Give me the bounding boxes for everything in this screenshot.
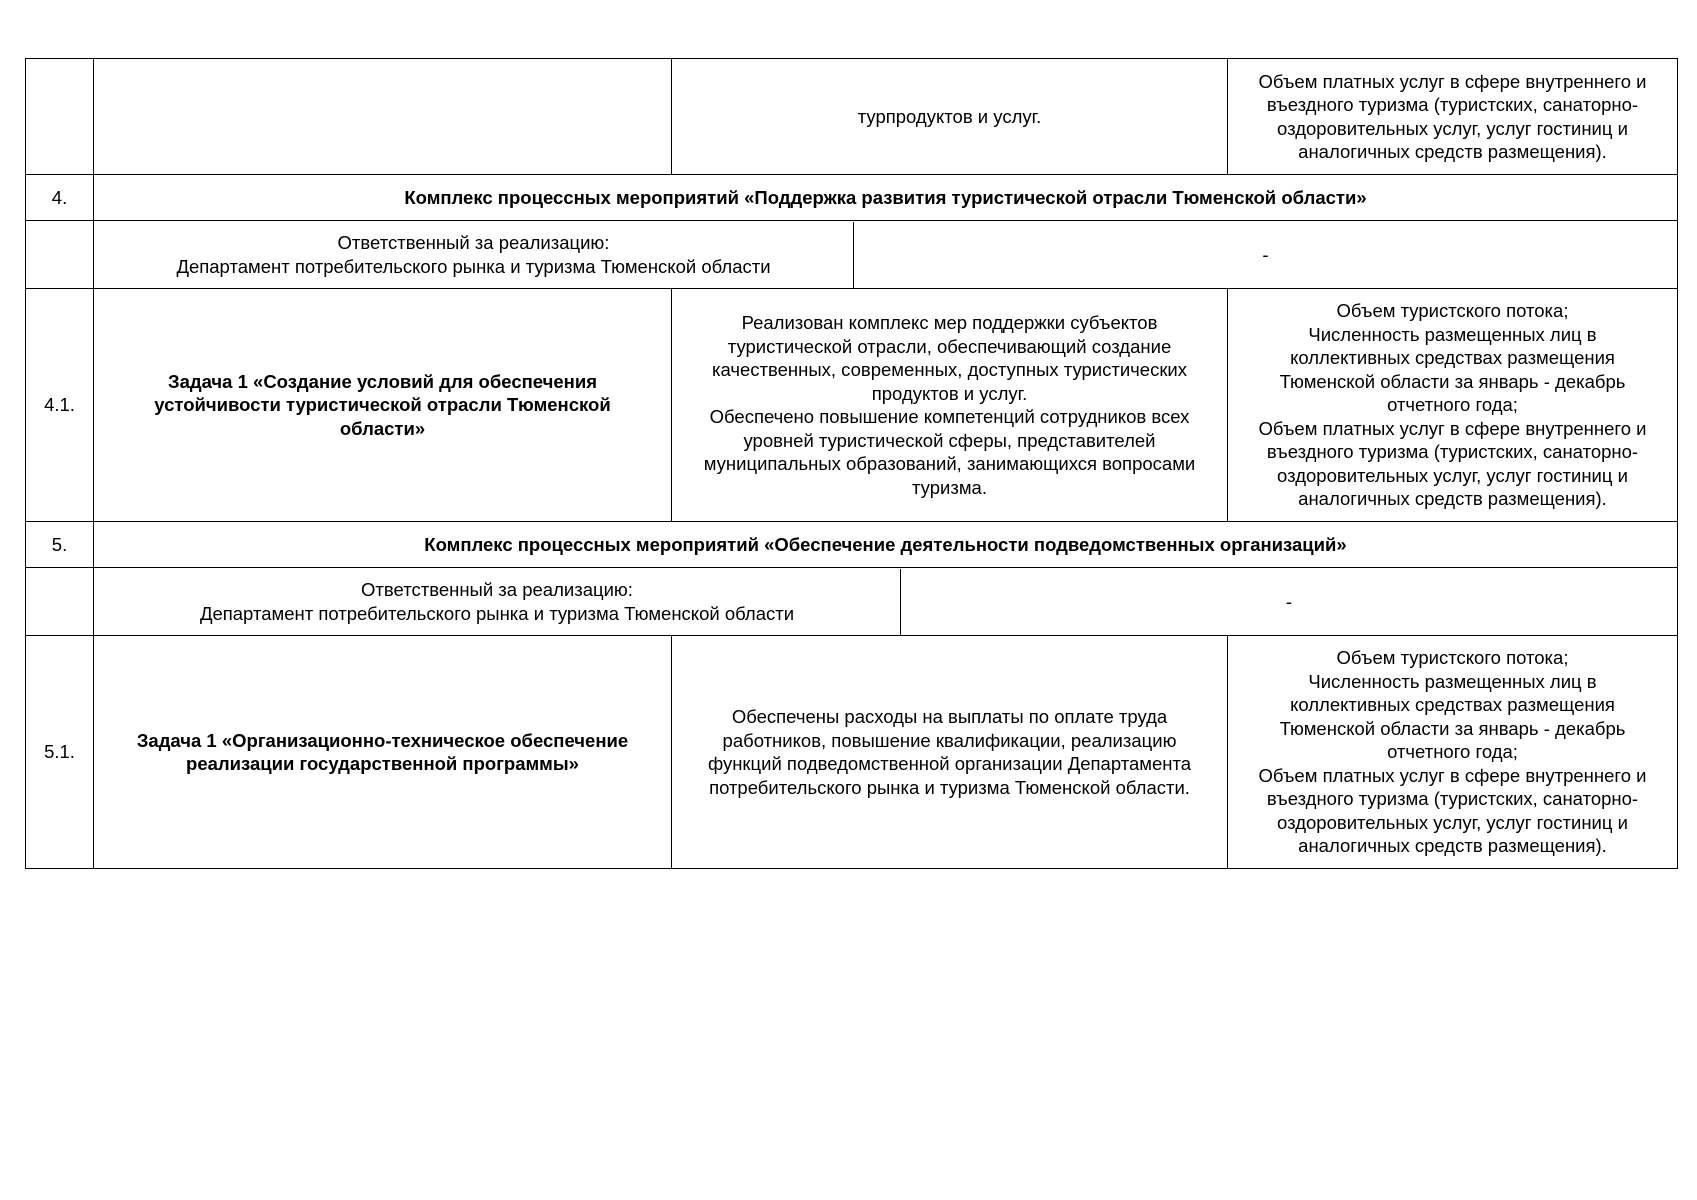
text-line: Объем платных услуг в сфере внутреннего и <box>1258 417 1647 439</box>
responsible-split <box>94 569 1677 635</box>
text-line: аналогичных средств размещения). <box>1298 141 1607 162</box>
section-title: Комплекс процессных мероприятий «Обеспечение деятельности подведомственных организаций» <box>94 522 1678 568</box>
text-line: области» <box>339 417 426 439</box>
responsible-value: Департамент потребительского рынка и туризма Тюменской области <box>176 255 771 277</box>
text-line: отчетного года; <box>1387 394 1518 416</box>
text-line: муниципальных образований, занимающихся вопросами <box>703 453 1196 474</box>
responsible-extra: - <box>1262 243 1269 265</box>
row-number: 5.1. <box>26 636 94 869</box>
text-line: туризма. <box>912 476 987 498</box>
result-cell <box>672 289 1228 522</box>
responsible-cell <box>94 221 1678 289</box>
text-line: продуктов и услуг. <box>871 382 1028 404</box>
row-number <box>26 59 94 175</box>
text-line: Обеспечены расходы на выплаты по оплате труда <box>731 706 1168 727</box>
row-number: 4.1. <box>26 289 94 522</box>
text-line: Задача 1 «Создание условий для обеспечения <box>167 370 597 392</box>
task-cell <box>94 59 672 175</box>
responsible-label: Ответственный за реализацию: <box>337 232 610 253</box>
text-line: Обеспечено повышение компетенций сотрудников всех <box>709 406 1190 427</box>
responsible-extra: - <box>1285 590 1293 612</box>
indicators-cell <box>1228 636 1678 869</box>
responsible-cell <box>94 568 1678 636</box>
document-page <box>25 58 1677 869</box>
text-line: Численность размещенных лиц в <box>1308 323 1597 345</box>
text-line: коллективных средствах размещения <box>1290 694 1615 716</box>
text-line: Численность размещенных лиц в <box>1308 670 1597 692</box>
text-line: оздоровительных услуг, услуг гостиниц и <box>1277 464 1628 486</box>
text-line: реализации государственной программы» <box>186 753 579 774</box>
text-line: коллективных средствах размещения <box>1290 347 1615 369</box>
text-line: туристической отрасли, обеспечивающий создание <box>727 335 1172 357</box>
result-cell <box>672 636 1228 869</box>
text-line: отчетного года; <box>1387 741 1518 763</box>
row-number: 5. <box>26 522 94 568</box>
text-line: Объем платных услуг в сфере внутреннего и <box>1258 764 1647 786</box>
responsible-split <box>94 222 1677 288</box>
text-line: въездного туризма (туристских, санаторно- <box>1266 94 1639 115</box>
row-number-empty <box>26 568 94 636</box>
text-line: въездного туризма (туристских, санаторно- <box>1266 441 1639 463</box>
responsible-row <box>26 221 1678 289</box>
text-line: качественных, современных, доступных туристических <box>711 359 1188 380</box>
row-number-empty <box>26 221 94 289</box>
table-row <box>26 636 1678 869</box>
responsible-text <box>94 222 854 288</box>
section-header-row <box>26 522 1678 568</box>
text-line: Объем платных услуг в сфере внутреннего и <box>1258 70 1647 92</box>
text-line: Объем туристского потока; <box>1336 647 1569 669</box>
text-line: въездного туризма (туристских, санаторно- <box>1266 788 1639 810</box>
text-line: оздоровительных услуг, услуг гостиниц и <box>1277 117 1628 139</box>
text-line: Тюменской области за январь - декабрь <box>1279 370 1626 392</box>
task-cell <box>94 289 672 522</box>
row-number: 4. <box>26 175 94 221</box>
responsible-row <box>26 568 1678 636</box>
text-line: аналогичных средств размещения). <box>1298 835 1607 857</box>
text-line: работников, повышение квалификации, реализацию <box>722 729 1177 751</box>
text-line: функций подведомственной организации Департамента <box>707 753 1192 774</box>
table-row <box>26 289 1678 522</box>
text-line: аналогичных средств размещения). <box>1298 488 1607 510</box>
text-line: Задача 1 «Организационно-техническое обеспечение <box>136 729 629 751</box>
text-line: Тюменской области за январь - декабрь <box>1279 717 1626 739</box>
result-cell: турпродуктов и услуг. <box>672 59 1228 175</box>
responsible-text <box>94 569 901 635</box>
text-line: оздоровительных услуг, услуг гостиниц и <box>1277 811 1628 833</box>
program-structure-table <box>25 58 1678 869</box>
task-cell <box>94 636 672 869</box>
indicators-cell <box>1228 59 1678 175</box>
text-line: Объем туристского потока; <box>1336 300 1569 322</box>
text-line: устойчивости туристической отрасли Тюменской <box>154 394 611 416</box>
responsible-value: Департамент потребительского рынка и туризма Тюменской области <box>199 602 795 624</box>
section-header-row <box>26 175 1678 221</box>
text-line: Реализован комплекс мер поддержки субъектов <box>741 312 1158 333</box>
text-line: уровней туристической сферы, представителей <box>743 429 1156 451</box>
section-title: Комплекс процессных мероприятий «Поддержка развития туристической отрасли Тюменской области» <box>94 175 1678 221</box>
indicators-cell <box>1228 289 1678 522</box>
text-line: потребительского рынка и туризма Тюменской области. <box>709 776 1190 798</box>
responsible-label: Ответственный за реализацию: <box>361 579 633 600</box>
table-row <box>26 59 1678 175</box>
